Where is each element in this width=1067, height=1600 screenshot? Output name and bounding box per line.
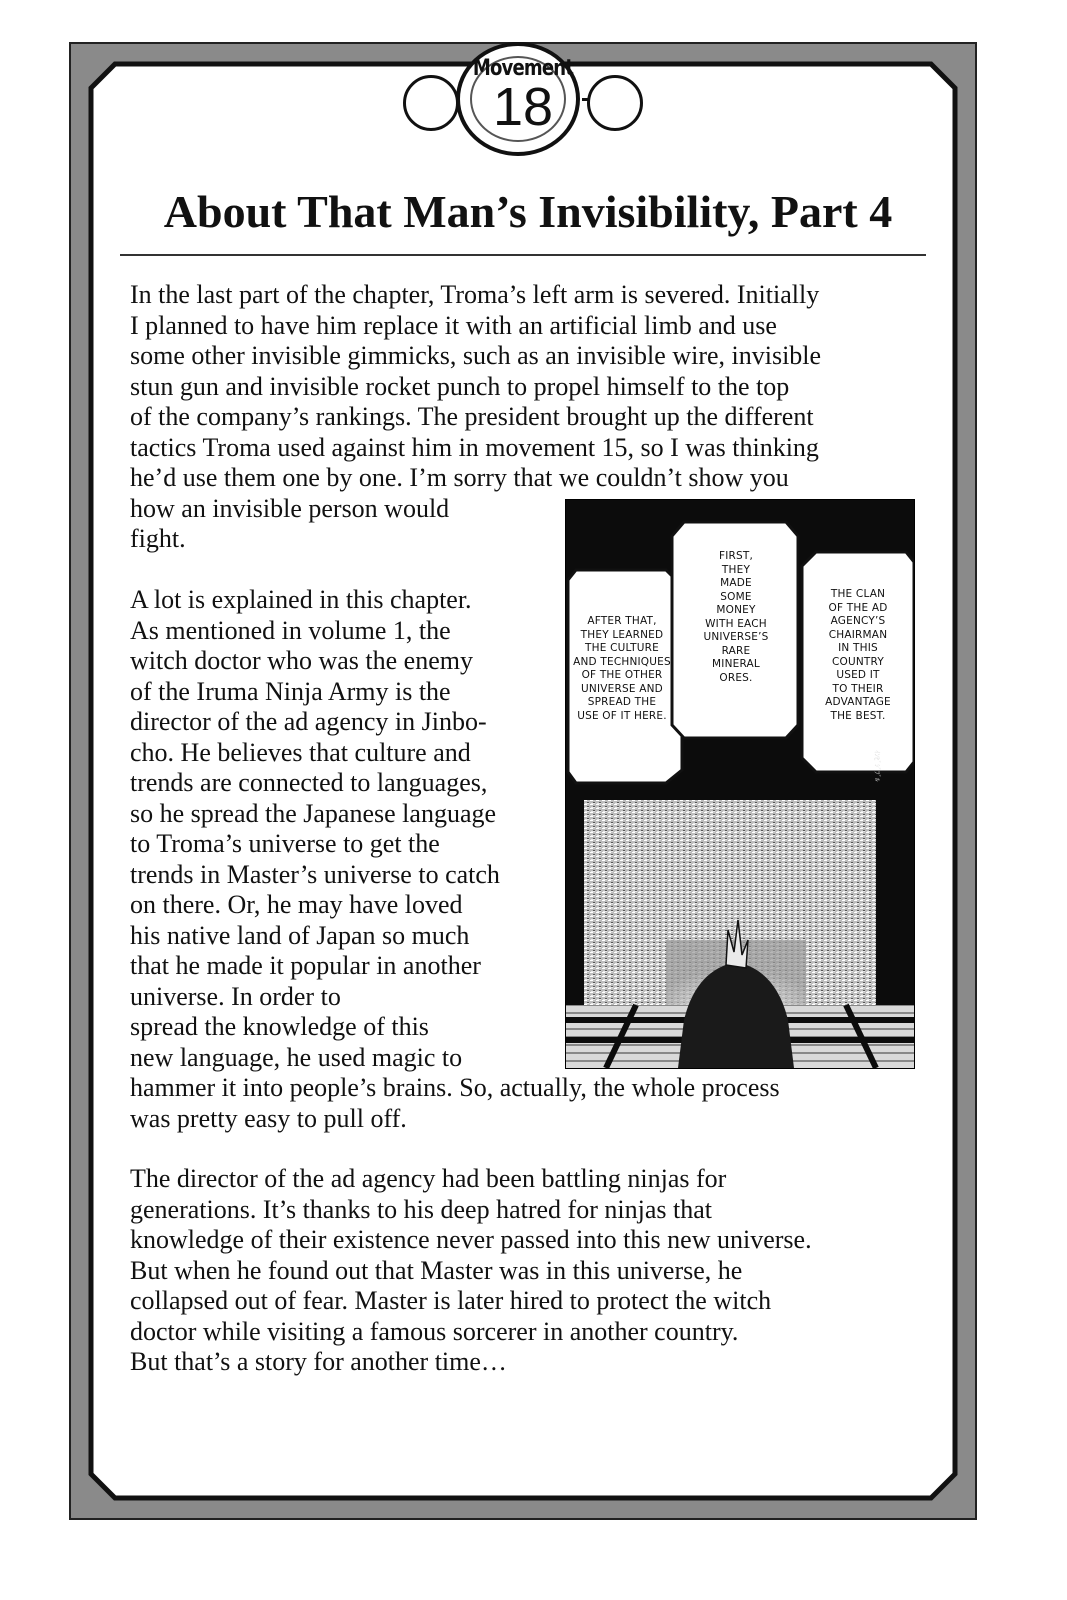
text-line: generations. It’s thanks to his deep hatred for ninjas that: [130, 1194, 712, 1224]
movement-number: 18: [492, 77, 554, 137]
bubble-left-text: [572, 615, 672, 723]
text-line: universe. In order to: [130, 981, 341, 1011]
text-line: some other invisible gimmicks, such as an invisible wire, invisible: [130, 341, 822, 370]
text-line: collapsed out of fear. Master is later hired to protect the witch: [130, 1286, 772, 1315]
text-line: tactics Troma used against him in movement 15, so I was thinking: [130, 432, 819, 462]
bubble-line: AND TECHNIQUES: [573, 655, 671, 668]
text-line: trends in Master’s universe to catch: [130, 859, 500, 889]
bubble-line: SPREAD THE: [587, 696, 657, 708]
text-line: But that’s a story for another time…: [130, 1347, 507, 1376]
text-line: doctor while visiting a famous sorcerer in another country.: [130, 1316, 739, 1346]
title-underline: [120, 254, 926, 256]
bubble-right-text: [806, 588, 910, 723]
text-line: spread the knowledge of this: [130, 1012, 429, 1041]
text-line: cho. He believes that culture and: [130, 737, 471, 767]
bubble-line: THEY LEARNED: [580, 628, 664, 641]
movement-emblem: [403, 42, 643, 162]
text-line: trends are connected to languages,: [130, 768, 488, 797]
text-line: of the company’s rankings. The president brought up the different: [130, 402, 814, 431]
bubble-line: USED IT: [836, 669, 880, 681]
manga-panel-image: [565, 499, 915, 1069]
bubble-line: USE OF IT HERE.: [577, 709, 667, 722]
movement-label: Movement: [472, 56, 574, 81]
text-line: As mentioned in volume 1, the: [130, 615, 451, 645]
bubble-line: MADE: [720, 577, 752, 589]
text-line: that he made it popular in another: [130, 951, 481, 980]
text-line: In the last part of the chapter, Troma’s left arm is severed. Initially: [130, 280, 820, 309]
page-title: About That Man’s Invisibility, Part 4: [163, 186, 893, 237]
text-line: new language, he used magic to: [130, 1042, 463, 1072]
bubble-line: FIRST,: [718, 550, 754, 562]
bubble-line: OF THE OTHER: [581, 669, 663, 681]
bubble-line: MONEY: [716, 604, 756, 616]
bubble-center-text: [676, 550, 796, 685]
bubble-line: THE CULTURE: [585, 642, 659, 654]
bubble-line: IN THIS: [838, 642, 878, 654]
bubble-line: CHAIRMAN: [828, 628, 888, 641]
text-line: he’d use them one by one. I’m sorry that we couldn’t show you: [130, 463, 789, 492]
bubble-line: ORES.: [719, 671, 753, 684]
text-line: fight.: [130, 524, 186, 553]
text-line: A lot is explained in this chapter.: [130, 585, 472, 614]
text-line: how an invisible person would: [130, 493, 450, 523]
text-line: was pretty easy to pull off.: [130, 1103, 407, 1133]
text-line: his native land of Japan so much: [130, 920, 470, 950]
text-line: I planned to have him replace it with an artificial limb and use: [130, 310, 777, 340]
paragraph-3: [130, 1164, 812, 1378]
text-line: But when he found out that Master was in this universe, he: [130, 1255, 743, 1285]
bubble-line: COUNTRY: [832, 655, 884, 668]
bubble-line: THE BEST.: [830, 709, 886, 722]
bubble-line: AGENCY’S: [830, 615, 886, 627]
panel-side-credit: ｲﾝﾋﾞｼﾞﾌﾞﾙ: [873, 750, 881, 782]
text-line: The director of the ad agency had been battling ninjas for: [130, 1164, 727, 1193]
bubble-line: ADVANTAGE: [825, 696, 891, 708]
bubble-line: THEY: [721, 563, 751, 576]
text-line: hammer it into people’s brains. So, actually, the whole process: [130, 1073, 780, 1102]
bubble-line: THE CLAN: [830, 588, 886, 600]
bubble-line: SOME: [720, 590, 752, 603]
bubble-line: AFTER THAT,: [587, 615, 657, 627]
text-line: of the Iruma Ninja Army is the: [130, 676, 451, 706]
bubble-line: WITH EACH: [705, 617, 767, 630]
text-line: director of the ad agency in Jinbo-: [130, 707, 487, 736]
bubble-line: UNIVERSE’S: [703, 631, 769, 643]
bubble-line: RARE: [721, 644, 751, 657]
text-line: witch doctor who was the enemy: [130, 646, 473, 675]
text-line: so he spread the Japanese language: [130, 798, 497, 828]
text-line: on there. Or, he may have loved: [130, 890, 463, 919]
text-line: to Troma’s universe to get the: [130, 829, 440, 858]
bubble-line: OF THE AD: [828, 601, 888, 614]
bubble-line: MINERAL: [712, 658, 760, 670]
text-line: stun gun and invisible rocket punch to propel himself to the top: [130, 371, 790, 401]
bubble-line: UNIVERSE AND: [581, 682, 663, 695]
bubble-line: TO THEIR: [832, 682, 884, 695]
text-line: knowledge of their existence never passed into this new universe.: [130, 1225, 812, 1254]
